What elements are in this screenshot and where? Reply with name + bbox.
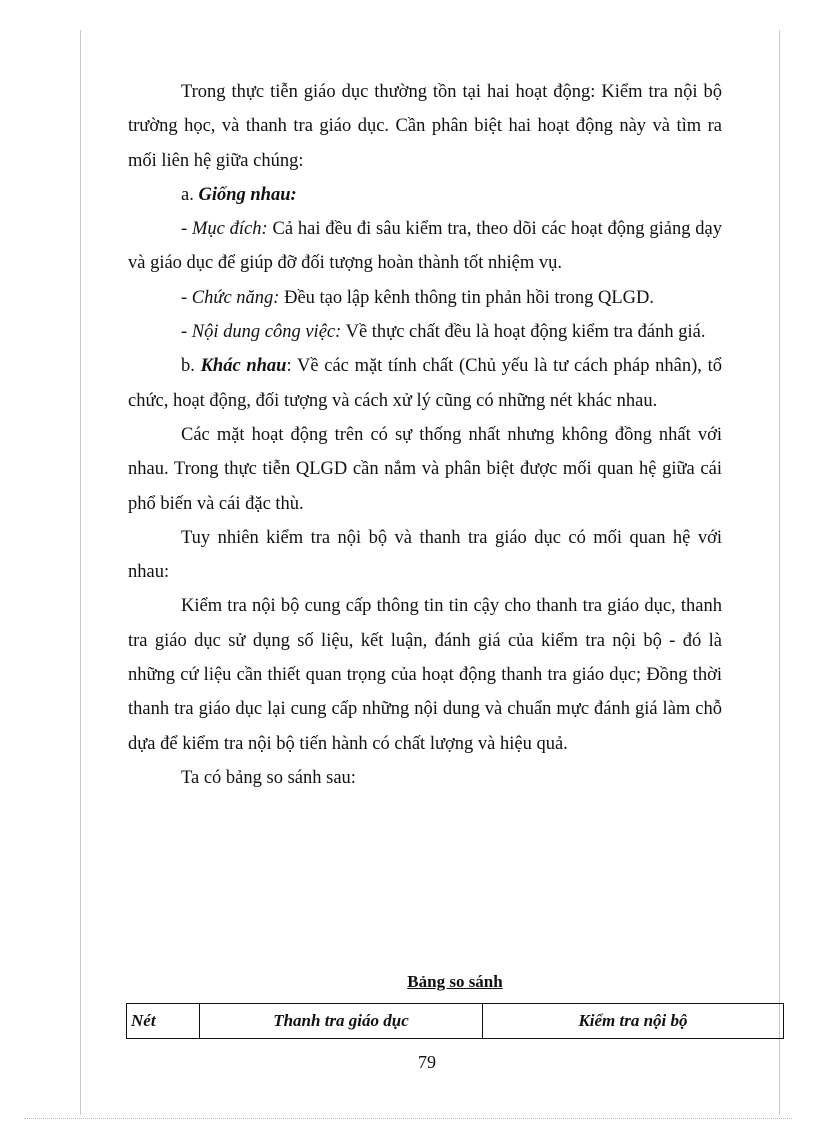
- table-header-row: [127, 1004, 784, 1039]
- section-a-heading: [128, 178, 722, 212]
- page-number: 79: [418, 1052, 436, 1072]
- section-b-paragraph: [128, 349, 722, 418]
- work-content-label: - Nội dung công việc:: [181, 322, 342, 343]
- purpose-text: Cả hai đều đi sâu kiểm tra, theo dõi các hoạt động giảng dạy và giáo dục để giúp đỡ đối tượng hoàn thành tốt nhiệm vụ.: [128, 219, 722, 274]
- section-a-prefix: a.: [181, 184, 199, 205]
- header-cell-internal-check: Kiểm tra nội bộ: [483, 1004, 784, 1039]
- purpose-label: - Mục đích:: [181, 219, 268, 240]
- header-cell-inspection: Thanh tra giáo dục: [200, 1004, 483, 1039]
- comparison-table: [126, 1003, 784, 1039]
- unity-paragraph: Các mặt hoạt động trên có sự thống nhất nhưng không đồng nhất với nhau. Trong thực tiễn QLGD cần nắm và phân biệt được mối quan hệ giữa cái phổ biến và cái đặc thù.: [128, 424, 722, 514]
- work-content-text: Về thực chất đều là hoạt động kiểm tra đánh giá.: [341, 322, 706, 343]
- function-paragraph: [128, 281, 722, 315]
- document-body: [128, 75, 722, 795]
- purpose-paragraph: [128, 212, 722, 281]
- work-content-paragraph: [128, 315, 722, 349]
- table-title: Bảng so sánh: [407, 972, 503, 991]
- function-text: Đều tạo lập kênh thông tin phản hồi trong QLGD.: [279, 287, 655, 308]
- section-b-title: Khác nhau: [200, 356, 287, 377]
- table-intro-paragraph: Ta có bảng so sánh sau:: [181, 767, 356, 788]
- info-exchange-paragraph: Kiểm tra nội bộ cung cấp thông tin tin cậy cho thanh tra giáo dục, thanh tra giáo dục sử dụng số liệu, kết luận, đánh giá của kiểm tra nội bộ - đó là những cứ liệu cần thiết quan trọng của hoạt động thanh tra giáo dục; Đồng thời thanh tra giáo dục lại cung cấp những nội dung và chuẩn mực đánh giá làm chỗ dựa để kiểm tra nội bộ tiến hành có chất lượng và hiệu quả.: [128, 596, 722, 754]
- intro-paragraph: Trong thực tiễn giáo dục thường tồn tại hai hoạt động: Kiểm tra nội bộ trường học, và thanh tra giáo dục. Cần phân biệt hai hoạt động này và tìm ra mối liên hệ giữa chúng:: [128, 82, 722, 171]
- relationship-paragraph: Tuy nhiên kiểm tra nội bộ và thanh tra giáo dục có mối quan hệ với nhau:: [128, 527, 722, 583]
- function-label: - Chức năng:: [181, 287, 280, 308]
- header-cell-feature: Nét: [127, 1004, 200, 1039]
- section-b-text: : Về các mặt tính chất (Chủ yếu là tư cách pháp nhân), tổ chức, hoạt động, đối tượng và cách xử lý cũng có những nét khác nhau.: [128, 356, 723, 411]
- section-a-title: Giống nhau:: [198, 184, 297, 205]
- section-b-prefix: b.: [181, 356, 201, 377]
- page-break-line: [24, 1118, 792, 1119]
